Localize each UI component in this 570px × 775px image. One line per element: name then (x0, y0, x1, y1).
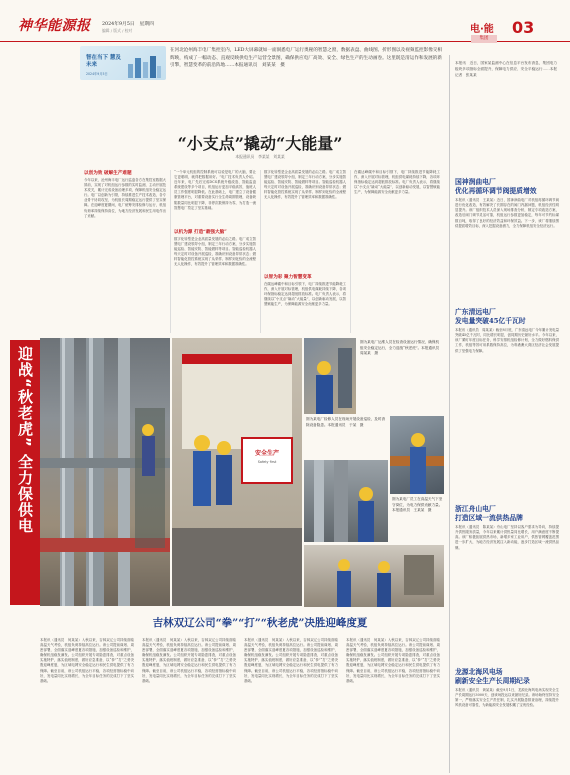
banner-text: 在河北沧州海丰电厂集控室内，LED大屏幕就如一面洞悉电厂运行奥秘的智慧之窗，数据表盘、曲线图、折形图以及视频监控影像交相辉映，构成了一幅动态、直观反映供电生产运营全景图，确保供应电厂高效、安全、绿色生产的生动画卷。这里既是清运作和发展的新引擎，智慧变革的前沿阵地……本报通讯员 刘某某 摄 (170, 48, 442, 68)
caption-3: 图为某电厂员工在高温天气下坚守岗位，为电力保供贡献力量。本报通讯员 王某某 摄 (392, 497, 443, 513)
cityscape-icon (126, 54, 162, 78)
vertical-banner-text: 迎战“秋老虎” 全力保供电 (16, 346, 34, 534)
side-title-1: 国神润曲电厂 优化再循环调节阀提质增效 (455, 178, 537, 195)
masthead (0, 0, 570, 42)
photo-inspection-1 (304, 338, 356, 414)
bottom-body-col-4: 本报讯（通讯员 何某某）入秋以来，吉林双辽公司持续面临高温天气考验，机组负荷持续高位运行。该公司提前谋划、周密部署，全面落实迎峰度夏各项措施，加强设备巡检和维护，确保机组稳发满发。公司组织开展专项隐患排查，对重点设备实施特护，落实值班制度，做好应急准备，以“拳”“打”之势决胜迎峰度夏，为区域电网安全稳定运行和民生供电提供了有力保障。截至目前，该公司机组运行平稳，各项经营指标稳中向好，发电量同比实现增长，为全年目标任务的完成打下了坚实基础。 (346, 638, 440, 683)
board-sign: Safety first (257, 460, 277, 464)
article-para-4-cont: 在碳达峰碳中和目标引领下，电厂持续推进节能降耗工作，深入开展对标管理，机组供电煤耗持续下降，各项环保指标稳定达到超低排放标准。电厂负责人表示，将继续以“小支点”撬动“大能量”，以创新驱动发展，以智慧赋能生产，为保障能源安全贡献更多力量。 (354, 170, 440, 195)
bottom-body-col-3: 本报讯（通讯员 何某某）入秋以来，吉林双辽公司持续面临高温天气考验，机组负荷持续高位运行。该公司提前谋划、周密部署，全面落实迎峰度夏各项措施，加强设备巡检和维护，确保机组稳发满发。公司组织开展专项隐患排查，对重点设备实施特护，落实值班制度，做好应急准备，以“拳”“打”之势决胜迎峰度夏，为区域电网安全稳定运行和民生供电提供了有力保障。截至目前，该公司机组运行平稳，各项经营指标稳中向好，发电量同比实现增长，为全年目标任务的完成打下了坚实基础。 (244, 638, 338, 683)
article-para-2: “一个单元机组的控制系统可以说是电厂的大脑，要让它更聪明，就得把数据用好。”电厂技术负责人介绍。近年来，电厂先后完成DCS系统升级改造、智能监盘系统建设等多个项目，机组运行更加平稳高效，值班人员工作强度明显降低。在此基础上，电厂建立了设备健康管理平台，对重要设备实行全生命周期管理，设备缺陷数量同比明显下降，非停次数保持为零，为打造一流智慧电厂奠定了坚实基础。 (174, 170, 256, 210)
article-col-3 (264, 170, 346, 333)
banner-badge: 智在当下 慧及未来 (86, 55, 121, 68)
article-para-3: 数字化转型是企业高质量发展的必由之路。电厂成立智慧电厂建设领导小组，制定三年行动方案，分步实施智能巡检、智能安防、智能燃料等项目。智能巡检机器人每天定时对设备开展巡检，准确识别设备异常状态；燃料智能化管控系统实现了从采样、制样到化验的全流程无人化操作，有效提升了管理效率和数据准确性。 (174, 237, 256, 267)
headline-area (80, 125, 440, 165)
headline: “小支点”撬动“大能量” (177, 134, 343, 153)
caption-1: 图为某电厂运维人员在检查设备运行情况，确保机组安全稳定运行，全力迎战“秋老虎”。本报通讯员 周某某 摄 (360, 340, 443, 356)
subhead-2: 以机为源 打造“最强大脑” (174, 230, 227, 235)
article-para-3-cont: 数字化转型是企业高质量发展的必由之路。电厂成立智慧电厂建设领导小组，制定三年行动方案，分步实施智能巡检、智能安防、智能燃料等项目。智能巡检机器人每天定时对设备开展巡检，准确识别设备异常状态；燃料智能化管控系统实现了从采样、制样到化验的全流程无人化操作，有效提升了管理效率和数据准确性。 (264, 170, 346, 200)
article-col-4 (354, 170, 440, 333)
vertical-banner (10, 340, 40, 605)
bottom-body-col-1: 本报讯（通讯员 何某某）入秋以来，吉林双辽公司持续面临高温天气考验，机组负荷持续高位运行。该公司提前谋划、周密部署，全面落实迎峰度夏各项措施，加强设备巡检和维护，确保机组稳发满发。公司组织开展专项隐患排查，对重点设备实施特护，落实值班制度，做好应急准备，以“拳”“打”之势决胜迎峰度夏，为区域电网安全稳定运行和民生供电提供了有力保障。截至目前，该公司机组运行平稳，各项经营指标稳中向好，发电量同比实现增长，为全年目标任务的完成打下了坚实基础。 (40, 638, 134, 683)
article-para-4: 在碳达峰碳中和目标引领下，电厂持续推进节能降耗工作，深入开展对标管理，机组供电煤耗持续下降，各项环保指标稳定达到超低排放标准。电厂负责人表示，将继续以“小支点”撬动“大能量”，以创新驱动发展，以智慧赋能生产，为保障能源安全贡献更多力量。 (264, 282, 346, 307)
banner-date-tag: 2024年9月5日 (86, 72, 108, 76)
article-col-1 (84, 170, 166, 333)
byline: 本报通讯员 李某某 刘某某 (235, 154, 285, 159)
bottom-title: 吉林双辽公司“拳”“打”“秋老虎”决胜迎峰度夏 (152, 617, 368, 629)
side-body-3: 本报讯（通讯员 陈某某）舟山电厂坚持以客户需求为导向，持续提升供热服务质量，今年以来累计供热量同比增长，用户满意度不断提高。该厂积极拓展供热市场，新增多家工业用户，供热管网覆盖范围进一步扩大，为地方经济发展注入新动能，逐步打造区域一流供热品牌。 (455, 525, 559, 550)
side-story-2 (455, 308, 559, 503)
section-sub-tag (471, 35, 497, 43)
issue-date: 2024年9月5日 星期四 (102, 22, 154, 27)
newspaper-title: 神华能源报 (18, 18, 91, 34)
side-story-3 (455, 505, 559, 660)
side-title-3: 浙江舟山电厂 打造区域一流供热品牌 (455, 505, 523, 522)
subhead-3: 以智为彩 聚力智慧变革 (264, 275, 312, 280)
side-body-1: 本报讯（通讯员 王某某）近日，国神润曲电厂对机组再循环调节阀进行优化改造，有效解决了长期存在的阀门内漏问题，机组经济性明显提升。该厂组织技术人员深入现场排查分析，制定专项改造方案，改造后阀门调节灵活可靠，机组运行参数更加稳定，每年可节约标煤数百吨，取得了良好的经济效益和环保效益。下一步，该厂将继续围绕提质增效目标，深入挖掘设备潜力，全力保障机组安全经济运行。 (455, 198, 559, 228)
photo-pipes (40, 338, 170, 606)
section-sub: 集团 (479, 36, 489, 41)
top-right-blurb: 本报讯 近日，国家某监测中心在信息平台发布消息，集团电力板块多项指标全面提升，保障电力供应、安全平稳运行……本报记者 张某某 (455, 61, 557, 77)
side-body-4: 本报讯（通讯员 黄某某）截至9月1日，龙源北海风电场实现安全生产长周期运行3000天，创该场投运以来最好纪录。该场始终坚持安全第一，严格落实安全生产责任制，扎实开展隐患排查治理，持续提升风机设备可靠性，为新能源安全发展积累了宝贵经验。 (455, 688, 559, 708)
banner-logo (80, 46, 166, 80)
article-para-1: 今年以来，沧州海丰电厂运行监盘各方在集控室数据大屏前，实现了对机组运行参数的实时监测，主动开展技术攻关，累计完成设备治理多项，保障机组安全稳定运行。电厂以创新为引领，持续推进生产技术改造，各专业骨干协同攻坚，为机组长周期稳定运行提供了坚实保障。在迎峰度夏期间，电厂统筹安排检修与运行，机组负荷率持续保持高位，为地方经济发展和民生用电作出了贡献。 (84, 178, 166, 218)
side-title-2: 广东清远电厂 发电量突破45亿千瓦时 (455, 308, 526, 325)
board-label: 安全生产 (254, 450, 279, 457)
side-story-1 (455, 178, 559, 305)
section-label: 电·能 (470, 24, 494, 35)
side-body-2: 本报讯（通讯员 周某某）截至8月底，广东清远电厂今年累计发电量突破45亿千瓦时，同比增长明显，创同期历史最好水平。今年以来，该厂紧盯年度目标任务，科学安排机组检修计划，全力做好燃料保供工作，机组等效可用系数保持高位，为粤港澳大湾区经济社会发展提供了坚强电力保障。 (455, 328, 559, 353)
bottom-body-col-2: 本报讯（通讯员 何某某）入秋以来，吉林双辽公司持续面临高温天气考验，机组负荷持续高位运行。该公司提前谋划、周密部署，全面落实迎峰度夏各项措施，加强设备巡检和维护，确保机组稳发满发。公司组织开展专项隐患排查，对重点设备实施特护，落实值班制度，做好应急准备，以“拳”“打”之势决胜迎峰度夏，为区域电网安全稳定运行和民生供电提供了有力保障。截至目前，该公司机组运行平稳，各项经营指标稳中向好，发电量同比实现增长，为全年目标任务的完成打下了坚实基础。 (142, 638, 236, 683)
caption-2: 图为某电厂检修人员在现场开展设备巡检，及时消除设备隐患。本报通讯员 于某 摄 (306, 417, 386, 427)
article-col-2 (174, 170, 256, 333)
photo-inspection-3 (304, 460, 388, 542)
page-number: 03 (512, 18, 535, 37)
side-story-4 (455, 668, 559, 770)
photo-workers (304, 545, 444, 607)
side-title-4: 龙源北海风电场 刷新安全生产长周期纪录 (455, 668, 530, 685)
photo-inspection-2 (390, 416, 444, 494)
bottom-body-wrap (40, 638, 442, 770)
subhead-1: 以创为效 破解生产难题 (84, 171, 132, 176)
photo-safety-board (172, 338, 302, 606)
editors-line: 编辑 / 版式 / 校对 (102, 28, 133, 33)
